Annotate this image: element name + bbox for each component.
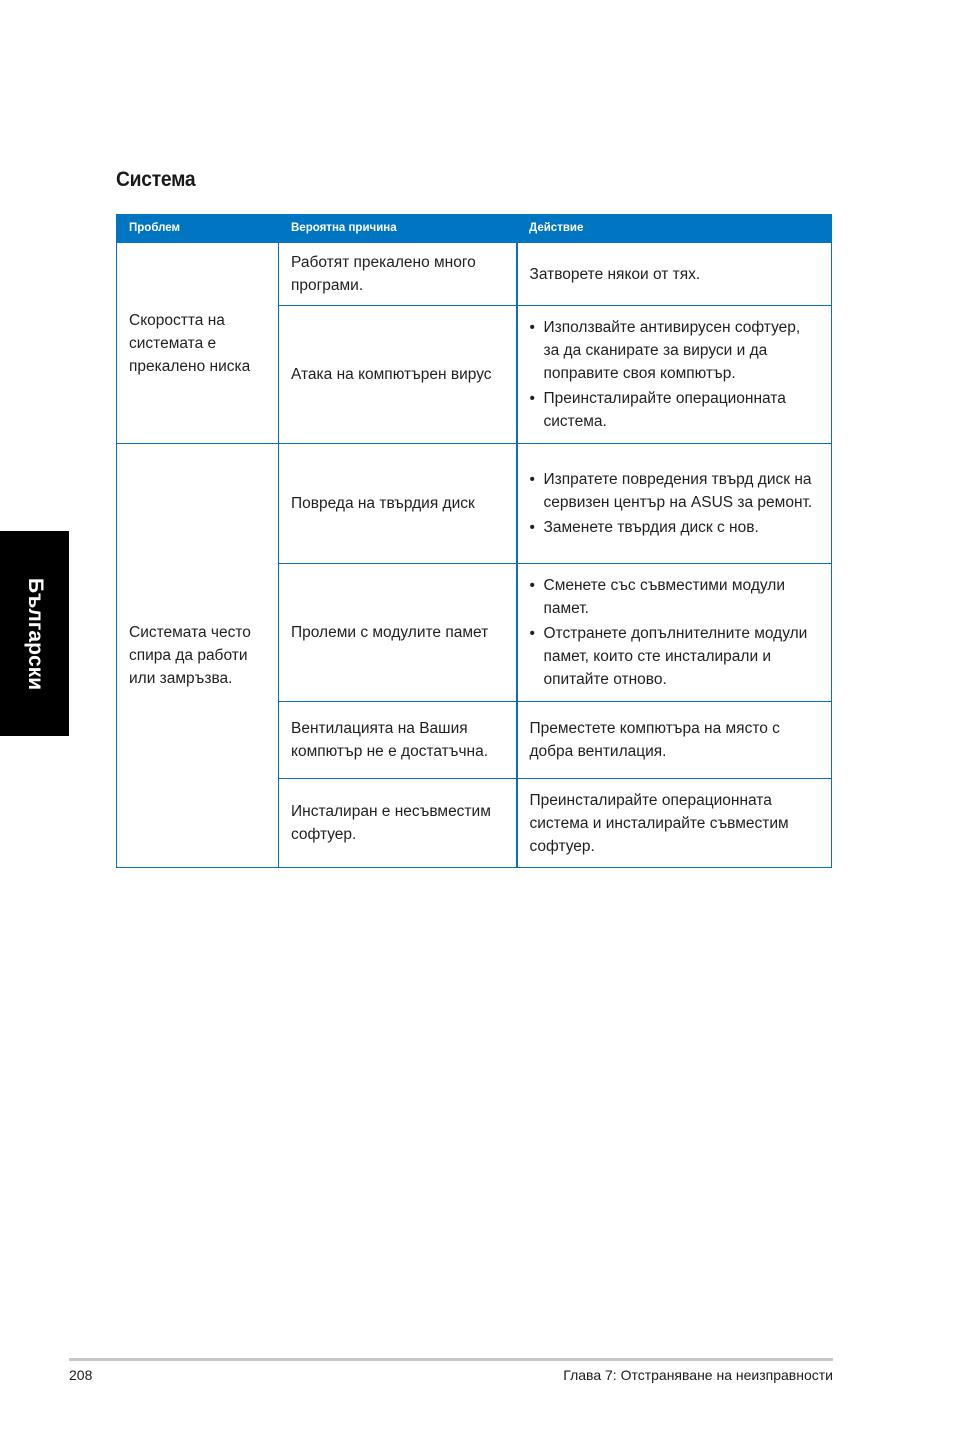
cause-cell: Работят прекалено много програми. xyxy=(279,243,517,306)
action-bullet: • Изпратете повредения твърд диск на сервизен център на ASUS за ремонт. xyxy=(530,468,820,514)
action-cell xyxy=(517,564,832,702)
action-list xyxy=(530,574,820,691)
action-cell xyxy=(517,306,832,444)
action-bullet: • Използвайте антивирусен софтуер, за да сканирате за вируси и да поправите своя компютър. xyxy=(530,316,820,385)
table-header-row xyxy=(117,215,832,243)
header-action: Действие xyxy=(517,215,832,243)
table-row xyxy=(117,243,832,306)
section-title: Система xyxy=(116,168,196,191)
action-bullet: • Преинсталирайте операционната система. xyxy=(530,387,820,433)
table-row xyxy=(117,444,832,564)
action-cell: Преинсталирайте операционната система и инсталирайте съвместим софтуер. xyxy=(517,779,832,868)
language-tab xyxy=(0,531,69,736)
cause-cell: Вентилацията на Вашия компютър не е достатъчна. xyxy=(279,702,517,779)
page-number: 208 xyxy=(69,1367,93,1383)
problem-cell: Скоростта на системата е прекалено ниска xyxy=(117,243,279,444)
language-tab-label: Български xyxy=(23,577,47,690)
action-list xyxy=(530,468,820,539)
cause-cell: Повреда на твърдия диск xyxy=(279,444,517,564)
action-cell: Затворете някои от тях. xyxy=(517,243,832,306)
problem-cell: Системата често спира да работи или замръзва. xyxy=(117,444,279,868)
header-cause: Вероятна причина xyxy=(279,215,517,243)
cause-cell: Пролеми с модулите памет xyxy=(279,564,517,702)
action-cell xyxy=(517,444,832,564)
footer-divider xyxy=(69,1358,833,1361)
troubleshooting-table xyxy=(116,214,832,868)
header-problem: Проблем xyxy=(117,215,279,243)
action-bullet: • Заменете твърдия диск с нов. xyxy=(530,516,820,539)
cause-cell: Инсталиран е несъвместим софтуер. xyxy=(279,779,517,868)
chapter-title: Глава 7: Отстраняване на неизправности xyxy=(563,1367,833,1383)
action-cell: Преместете компютъра на място с добра вентилация. xyxy=(517,702,832,779)
action-list xyxy=(530,316,820,433)
cause-cell: Атака на компютърен вирус xyxy=(279,306,517,444)
action-bullet: • Сменете със съвместими модули памет. xyxy=(530,574,820,620)
action-bullet: • Отстранете допълнителните модули памет, които сте инсталирали и опитайте отново. xyxy=(530,622,820,691)
